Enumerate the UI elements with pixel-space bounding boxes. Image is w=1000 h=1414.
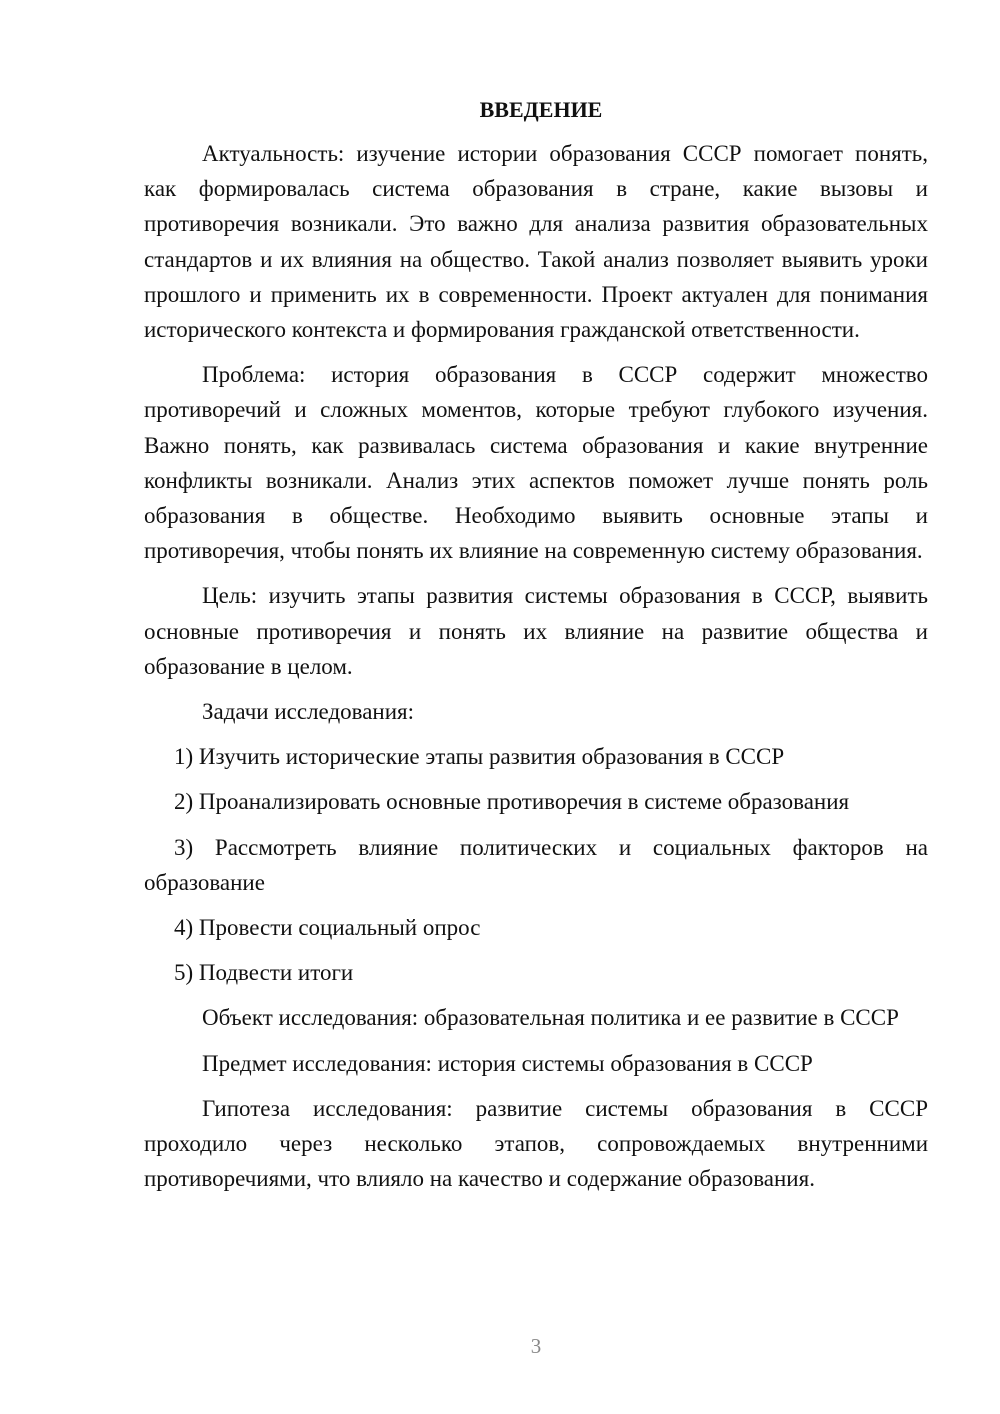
- section-title: ВВЕДЕНИЕ: [479, 97, 603, 122]
- list-item: 1) Изучить исторические этапы развития образования в СССР: [174, 744, 785, 770]
- list-item: 3) Рассмотреть влияние политических и социальных факторов на образование: [144, 834, 928, 895]
- relevance-paragraph: Актуальность: изучение истории образования СССР помогает понять, как формировалась система образования в стране, какие вызовы и противоречия возникали. Это важно для анализа развития образовательных стандартов и их влияния на общество. Такой анализ позволяет выявить уроки прошлого и применить их в современности. Проект актуален для понимания исторического контекста и формирования гражданской ответственности.: [144, 141, 928, 343]
- page-number: 3: [530, 1334, 542, 1358]
- subject-paragraph: Предмет исследования: история системы образования в СССР: [202, 1050, 813, 1076]
- object-paragraph: Объект исследования: образовательная политика и ее развитие в СССР: [202, 1005, 899, 1031]
- problem-paragraph: Проблема: история образования в СССР содержит множество противоречий и сложных моментов, которые требуют глубокого изучения. Важно понять, как развивалась система образования и какие внутренние конфликты возникали. Анализ этих аспектов поможет лучше понять роль образования в обществе. Необходимо выявить основные этапы и противоречия, чтобы понять их влияние на современную систему образования.: [144, 362, 928, 564]
- tasks-heading: Задачи исследования:: [202, 699, 415, 725]
- hypothesis-paragraph: Гипотеза исследования: развитие системы образования в СССР проходило через несколько этапов, сопровождаемых внутренними противоречиями, что влияло на качество и содержание образования.: [144, 1095, 928, 1192]
- list-item: 4) Провести социальный опрос: [174, 915, 481, 941]
- list-item: 5) Подвести итоги: [174, 960, 354, 986]
- tasks-list: [144, 739, 928, 990]
- goal-paragraph: Цель: изучить этапы развития системы образования в СССР, выявить основные противоречия и понять их влияние на развитие общества и образование в целом.: [144, 583, 928, 679]
- list-item: 2) Проанализировать основные противоречия в системе образования: [174, 789, 850, 815]
